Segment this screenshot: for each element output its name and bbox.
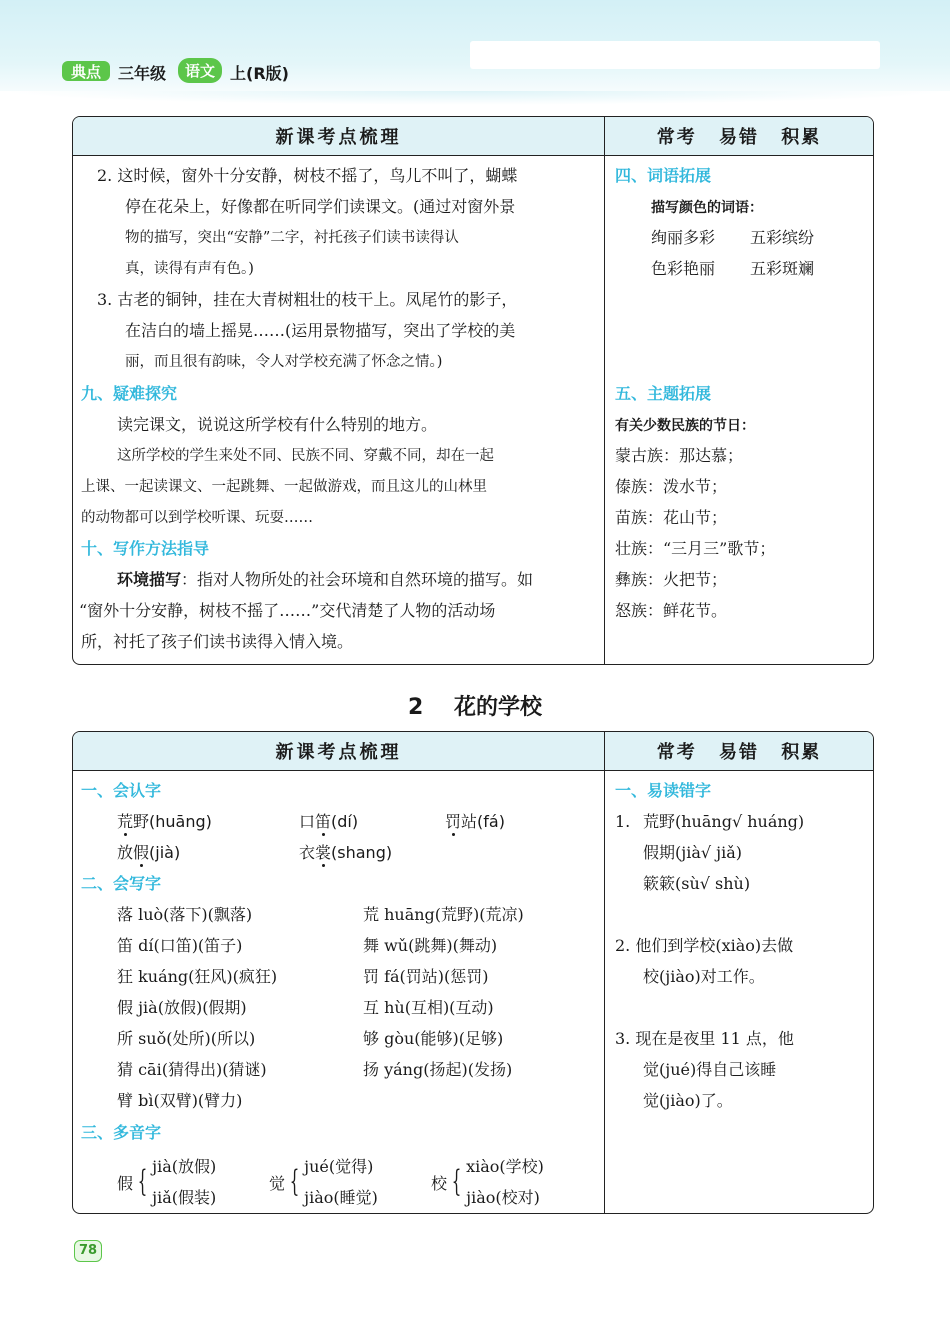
recognize-huangye	[117, 812, 212, 832]
accumulate-column	[605, 156, 873, 664]
color-word-1: 绚丽多彩	[651, 228, 716, 247]
char-dotted: 裳	[315, 843, 332, 862]
pinyin: (jià)	[149, 843, 181, 862]
section5-subtitle: 有关少数民族的节日：	[615, 418, 755, 434]
write-heading: 二、会写字	[81, 874, 162, 893]
brace-icon: {	[289, 1164, 300, 1199]
polyphone-heading: 三、多音字	[81, 1123, 162, 1142]
header-knowledge-points: 新课考点梳理	[73, 732, 605, 770]
recognize-yishang	[299, 843, 392, 863]
char: 放	[117, 843, 134, 862]
write-left-6: 猜 cāi(猜得出)(猜谜)	[117, 1060, 267, 1079]
misread-susu: 簌簌(sù√ shù)	[643, 874, 751, 893]
char-dotted: 笛	[315, 812, 332, 831]
item2-line4: 真，读得有声有色。)	[125, 261, 254, 277]
item3-line3: 丽，而且很有韵味，令人对学校充满了怀念之情。)	[125, 354, 443, 370]
write-left-3: 狂 kuáng(狂风)(疯狂)	[117, 967, 278, 986]
pinyin: (shang)	[331, 843, 393, 862]
knowledge-column	[73, 156, 605, 664]
table-header	[73, 117, 873, 156]
polyphone-xiao	[431, 1151, 544, 1213]
write-right-5: 够 gòu(能够)(足够)	[363, 1029, 504, 1048]
write-right-3: 罚 fá(罚站)(惩罚)	[363, 967, 489, 986]
section10-line1-text: ：指对人物所处的社会环境和自然环境的描写。如	[181, 570, 534, 589]
festival-4: 壮族：“三月三”歌节；	[615, 539, 776, 558]
section10-line1	[117, 570, 533, 590]
write-left-5: 所 suǒ(处所)(所以)	[117, 1029, 256, 1048]
pinyin: (huāng)	[149, 812, 212, 831]
header-exam-errors-accumulate: 常考 易错 积累	[656, 742, 822, 763]
subject-badge: 语文	[178, 58, 222, 83]
item3-line1: 3. 古老的铜钟，挂在大青树粗壮的枝干上。凤尾竹的影子，	[97, 290, 518, 309]
write-right-6: 扬 yáng(扬起)(发扬)	[363, 1060, 513, 1079]
write-left-2: 笛 dí(口笛)(笛子)	[117, 936, 243, 955]
char: 野	[133, 812, 150, 831]
header-exam-errors-accumulate: 常考 易错 积累	[656, 127, 822, 148]
section10-line2: “窗外十分安静，树枝不摇了……”交代清楚了人物的活动场	[79, 601, 496, 620]
item3-line2: 在洁白的墙上摇晃……(运用景物描写，突出了学校的美	[125, 321, 516, 340]
misread-heading: 一、易读错字	[615, 781, 712, 800]
section9-answer-line1: 这所学校的学生来处不同、民族不同、穿戴不同，却在一起	[117, 448, 494, 464]
festival-1: 蒙古族：那达慕；	[615, 446, 744, 465]
char-dotted: 假	[133, 843, 150, 862]
lesson-name: 花的学校	[453, 695, 542, 720]
knowledge-column	[73, 771, 605, 1213]
write-right-1: 荒 huāng(荒野)(荒凉)	[363, 905, 524, 924]
char: 衣	[299, 843, 316, 862]
misread-item3-line3: 觉(jiào)了。	[643, 1091, 733, 1110]
festival-5: 彝族：火把节；	[615, 570, 728, 589]
festival-3: 苗族：花山节；	[615, 508, 728, 527]
write-left-7: 臂 bì(双臂)(臂力)	[117, 1091, 243, 1110]
reading-a: jià(放假)	[152, 1157, 217, 1176]
color-word-2: 五彩缤纷	[750, 228, 815, 247]
festival-2: 傣族：泼水节；	[615, 477, 728, 496]
misread-num-1: 1.	[615, 812, 631, 831]
char-dotted: 荒	[117, 812, 134, 831]
char: 口	[299, 812, 316, 831]
table-lesson2-summary	[72, 731, 874, 1214]
brace-icon: {	[137, 1164, 148, 1199]
misread-huangye: 荒野(huāng√ huáng)	[643, 812, 805, 831]
lesson-number: 2	[408, 695, 424, 720]
page-number: 78	[74, 1240, 102, 1262]
misread-item2-line1: 2. 他们到学校(xiào)去做	[615, 936, 794, 955]
item2-line3: 物的描写，突出“安静”二字，衬托孩子们读书读得认	[125, 230, 459, 246]
logo-icon	[62, 58, 110, 84]
grade-label: 三年级	[118, 64, 167, 83]
accumulate-column	[605, 771, 873, 1213]
item2-line1: 2. 这时候，窗外十分安静，树枝不摇了，鸟儿不叫了，蝴蝶	[97, 166, 518, 185]
pinyin: (fá)	[477, 812, 505, 831]
recognize-koudi	[299, 812, 358, 832]
recognize-fazhan	[445, 812, 505, 832]
festival-6: 怒族：鲜花节。	[615, 601, 728, 620]
recognize-fangjia	[117, 843, 180, 863]
color-word-3: 色彩艳丽	[651, 259, 716, 278]
color-word-4: 五彩斑斓	[750, 259, 815, 278]
section4-subtitle: 描写颜色的词语：	[651, 200, 763, 216]
reading-b: jiào(校对)	[466, 1188, 540, 1207]
reading-a: xiào(学校)	[466, 1157, 544, 1176]
section5-heading: 五、主题拓展	[615, 384, 712, 403]
section4-heading: 四、词语拓展	[615, 166, 712, 185]
section10-line3: 所，衬托了孩子们读书读得入情入境。	[81, 632, 354, 651]
reading-a: jué(觉得)	[304, 1157, 374, 1176]
brace-icon: {	[451, 1164, 462, 1199]
environment-description-term: 环境描写	[117, 570, 182, 589]
section9-answer-line3: 的动物都可以到学校听课、玩耍……	[81, 510, 313, 526]
pinyin: (dí)	[331, 812, 359, 831]
polyphone-char: 校	[431, 1173, 448, 1193]
polyphone-char: 假	[117, 1173, 134, 1193]
section9-answer-line2: 上课、一起读课文、一起跳舞、一起做游戏，而且这儿的山林里	[81, 479, 487, 495]
misread-item3-line1: 3. 现在是夜里 11 点，他	[615, 1029, 794, 1048]
table-header	[73, 732, 873, 771]
polyphone-jue	[269, 1151, 378, 1213]
polyphone-char: 觉	[269, 1173, 286, 1193]
polyphone-jia	[117, 1151, 216, 1213]
write-right-4: 互 hù(互相)(互动)	[363, 998, 494, 1017]
section9-heading: 九、疑难探究	[81, 384, 178, 403]
lesson-title	[0, 690, 950, 721]
misread-item3-line2: 觉(jué)得自己该睡	[643, 1060, 777, 1079]
write-right-2: 舞 wǔ(跳舞)(舞动)	[363, 936, 498, 955]
item2-line2: 停在花朵上，好像都在听同学们读课文。(通过对窗外景	[125, 197, 516, 216]
reading-b: jiào(睡觉)	[304, 1188, 378, 1207]
misread-item2-line2: 校(jiào)对工作。	[643, 967, 765, 986]
header-blank-box	[470, 41, 880, 69]
svg-text:典点: 典点	[70, 63, 102, 81]
write-left-4: 假 jià(放假)(假期)	[117, 998, 247, 1017]
char: 站	[461, 812, 478, 831]
table-lesson1-summary	[72, 116, 874, 665]
char-dotted: 罚	[445, 812, 462, 831]
reading-b: jiǎ(假装)	[152, 1188, 217, 1207]
section9-question: 读完课文，说说这所学校有什么特别的地方。	[117, 415, 438, 434]
edition-label: 上(R版)	[230, 64, 289, 83]
misread-jiaqi: 假期(jià√ jiǎ)	[643, 843, 743, 862]
recognize-heading: 一、会认字	[81, 781, 162, 800]
write-left-1: 落 luò(落下)(飘落)	[117, 905, 253, 924]
header-knowledge-points: 新课考点梳理	[73, 117, 605, 155]
section10-heading: 十、写作方法指导	[81, 539, 210, 558]
